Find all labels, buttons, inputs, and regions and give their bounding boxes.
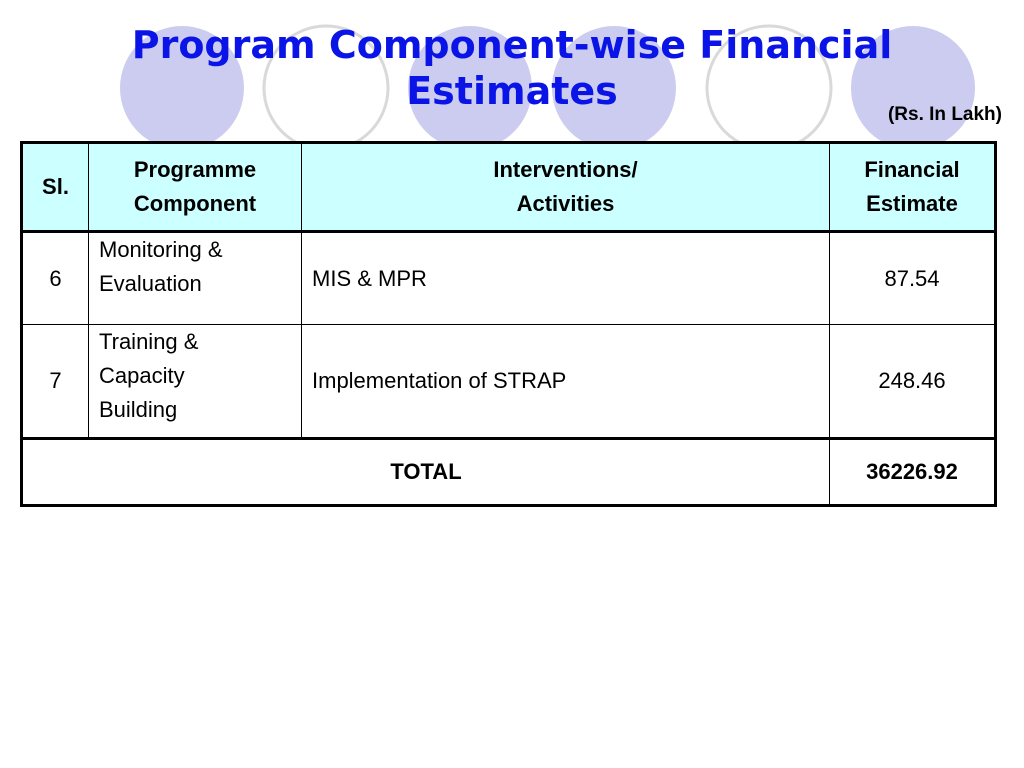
cell-activity: Implementation of STRAP [302,325,830,439]
cell-component: Training & Capacity Building [89,325,302,439]
header-estimate: Financial Estimate [830,143,996,232]
total-value: 36226.92 [830,439,996,506]
slide-title-line1: Program Component-wise Financial [131,23,893,67]
financial-estimates-table [20,141,997,507]
slide-title-line2: Estimates [406,69,618,113]
cell-activity: MIS & MPR [302,232,830,325]
slide-title [30,22,994,114]
total-row [22,439,996,506]
table-row [22,325,996,439]
table-header-row [22,143,996,232]
cell-sl: 7 [22,325,89,439]
cell-estimate: 87.54 [830,232,996,325]
header-component: Programme Component [89,143,302,232]
header-sl: Sl. [22,143,89,232]
total-label: TOTAL [22,439,830,506]
cell-sl: 6 [22,232,89,325]
cell-component: Monitoring & Evaluation [89,232,302,325]
table-row [22,232,996,325]
cell-estimate: 248.46 [830,325,996,439]
header-activities: Interventions/ Activities [302,143,830,232]
units-note: (Rs. In Lakh) [887,104,1002,125]
